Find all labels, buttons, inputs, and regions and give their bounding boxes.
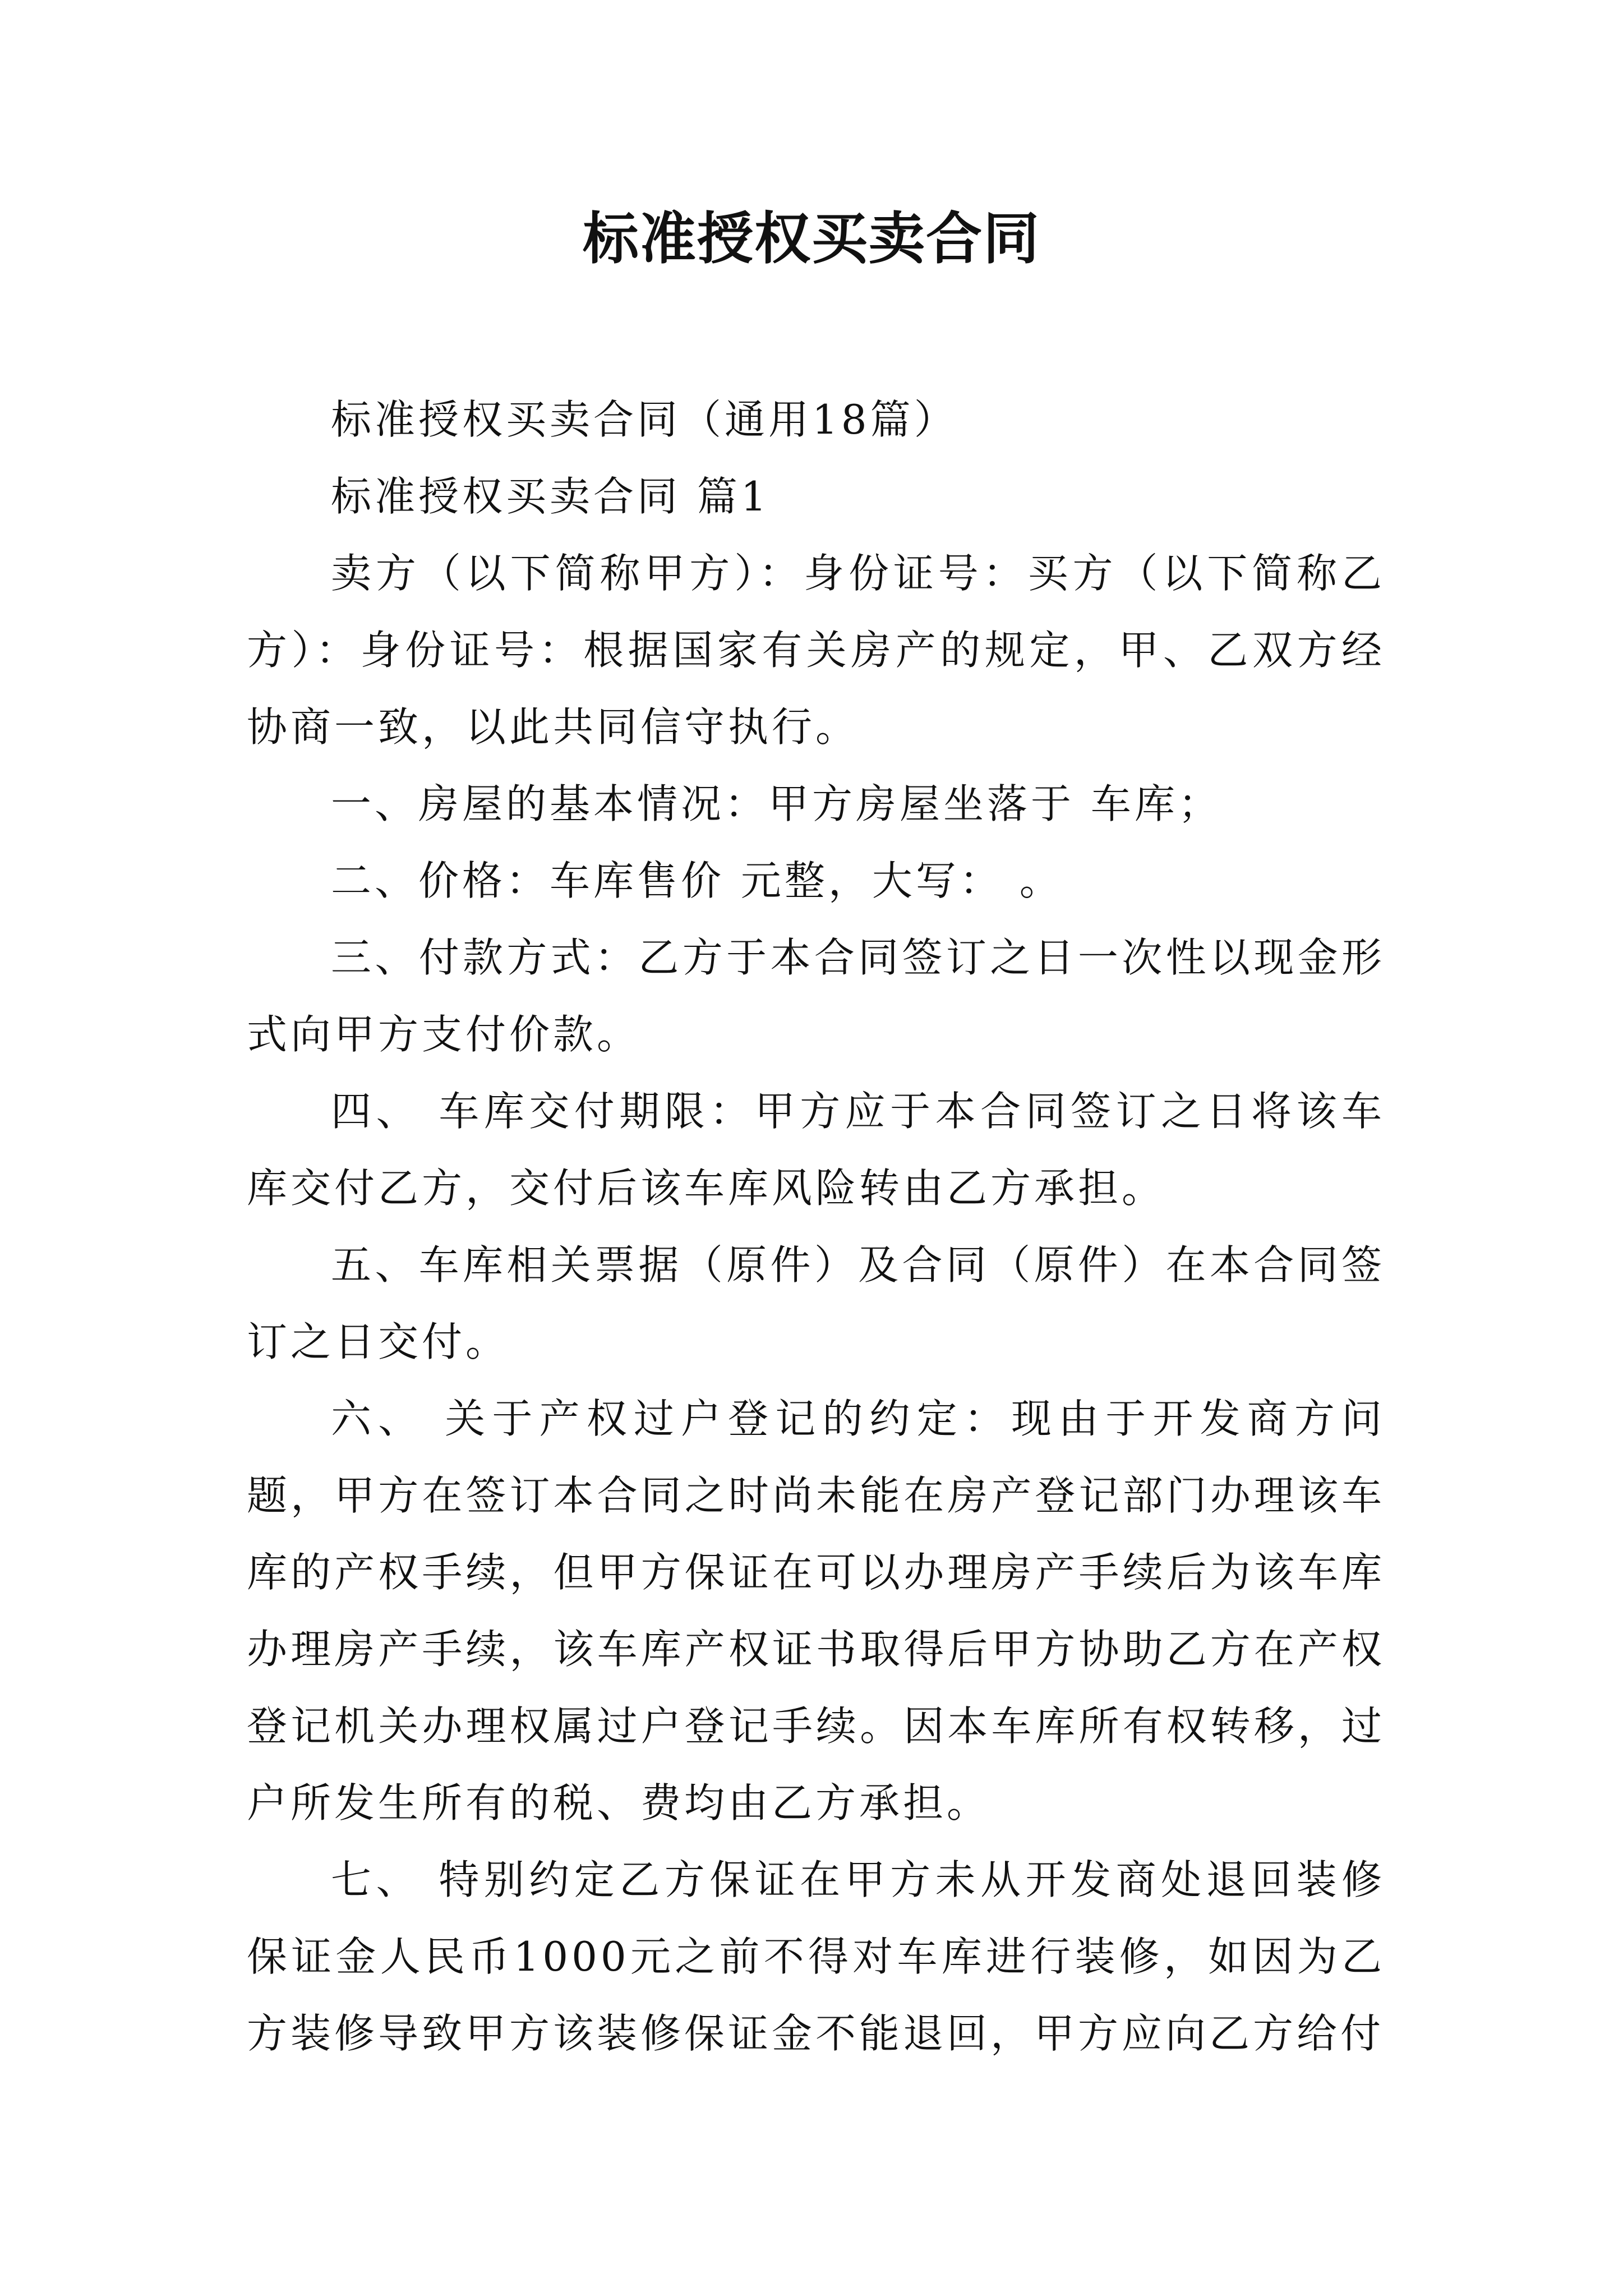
document-body (247, 381, 1385, 2072)
paragraph-parties: 卖方（以下简称甲方）：身份证号：买方（以下简称乙方）：身份证号：根据国家有关房产的规定，甲、乙双方经协商一致，以此共同信守执行。 (247, 550, 1385, 751)
paragraph-clause-4: 四、 车库交付期限：甲方应于本合同签订之日将该车库交付乙方，交付后该车库风险转由乙方承担。 (247, 1088, 1385, 1212)
paragraph-clause-5: 五、车库相关票据（原件）及合同（原件）在本合同签订之日交付。 (247, 1241, 1385, 1365)
paragraph-clause-3: 三、付款方式：乙方于本合同签订之日一次性以现金形式向甲方支付价款。 (247, 934, 1385, 1058)
paragraph-clause-6: 六、 关于产权过户登记的约定：现由于开发商方问题，甲方在签订本合同之时尚未能在房产登记部门办理该车库的产权手续，但甲方保证在可以办理房产手续后为该车库办理房产手续，该车库产权证书取得后甲方协助乙方在产权登记机关办理权属过户登记手续。因本车库所有权转移，过户所发生所有的税、费均由乙方承担。 (247, 1395, 1385, 1826)
document-title: 标准授权买卖合同 (583, 205, 1040, 272)
paragraph-clause-7: 七、 特别约定乙方保证在甲方未从开发商处退回装修保证金人民币1000元之前不得对车库进行装修，如因为乙方装修导致甲方该装修保证金不能退回，甲方应向乙方给付 (247, 1856, 1385, 2057)
paragraph-section-heading: 标准授权买卖合同 篇1 (331, 473, 770, 520)
paragraph-clause-1: 一、房屋的基本情况：甲方房屋坐落于 车库； (331, 780, 1222, 827)
paragraph-clause-2: 二、价格：车库售价 元整，大写： 。 (331, 857, 1063, 904)
paragraph-subtitle: 标准授权买卖合同（通用18篇） (331, 396, 958, 443)
